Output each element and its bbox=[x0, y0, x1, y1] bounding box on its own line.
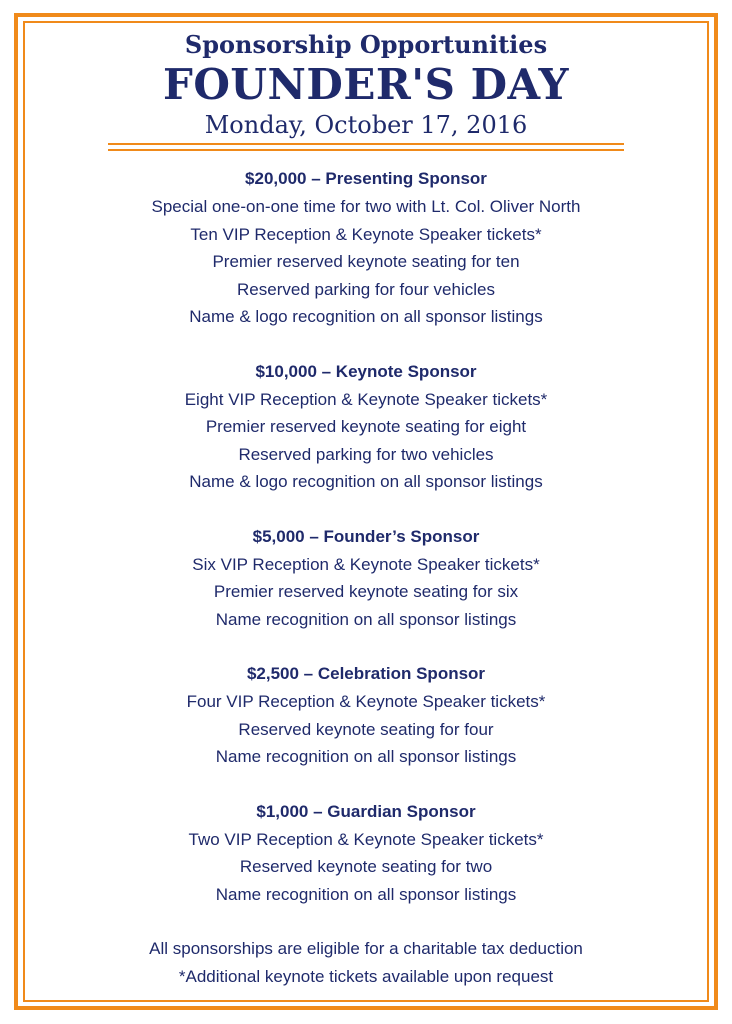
tier-keynote bbox=[0, 358, 732, 496]
benefit-item: Name & logo recognition on all sponsor listings bbox=[189, 472, 543, 491]
benefit-item: Reserved parking for two vehicles bbox=[238, 444, 494, 464]
tier-title: $2,500 – Celebration Sponsor bbox=[246, 664, 486, 683]
benefit-item: Six VIP Reception & Keynote Speaker tickets* bbox=[192, 554, 540, 574]
benefit-item: Reserved parking for four vehicles bbox=[237, 279, 495, 299]
benefit-item: Special one-on-one time for two with Lt. Col. Oliver North bbox=[151, 197, 581, 216]
benefit-item: Eight VIP Reception & Keynote Speaker tickets* bbox=[184, 389, 548, 409]
benefit-item: Reserved keynote seating for two bbox=[239, 857, 493, 876]
benefit-item: Premier reserved keynote seating for six bbox=[213, 582, 519, 601]
benefit-item: Premier reserved keynote seating for eight bbox=[205, 417, 527, 436]
benefit-item: Four VIP Reception & Keynote Speaker tickets* bbox=[186, 692, 546, 711]
benefit-item: Reserved keynote seating for four bbox=[238, 719, 494, 739]
tier-celebration bbox=[0, 660, 732, 771]
tier-title: $1,000 – Guardian Sponsor bbox=[256, 801, 476, 821]
benefit-item: Name recognition on all sponsor listings bbox=[215, 747, 517, 766]
tier-guardian bbox=[0, 798, 732, 909]
tax-note: All sponsorships are eligible for a charitable tax deduction bbox=[149, 939, 583, 958]
sponsorship-list bbox=[0, 165, 732, 991]
tier-presenting bbox=[0, 165, 732, 331]
tier-title: $5,000 – Founder’s Sponsor bbox=[252, 526, 480, 546]
tier-founders bbox=[0, 523, 732, 634]
tier-title: $20,000 – Presenting Sponsor bbox=[245, 169, 487, 188]
benefit-item: Name recognition on all sponsor listings bbox=[215, 609, 517, 629]
benefit-item: Name & logo recognition on all sponsor listings bbox=[189, 307, 543, 326]
footer-notes bbox=[0, 935, 732, 991]
benefit-item: Two VIP Reception & Keynote Speaker tickets* bbox=[188, 829, 544, 849]
divider bbox=[108, 143, 624, 151]
header bbox=[0, 28, 732, 140]
event-date: Monday, October 17, 2016 bbox=[204, 111, 528, 139]
tier-title: $10,000 – Keynote Sponsor bbox=[255, 361, 477, 381]
page-title: FOUNDER'S DAY bbox=[163, 60, 569, 109]
benefit-item: Premier reserved keynote seating for ten bbox=[212, 252, 520, 271]
benefit-item: Ten VIP Reception & Keynote Speaker tickets* bbox=[190, 224, 542, 244]
subtitle: Sponsorship Opportunities bbox=[184, 30, 548, 59]
benefit-item: Name recognition on all sponsor listings bbox=[215, 884, 517, 904]
tickets-note: *Additional keynote tickets available upon request bbox=[178, 967, 554, 986]
